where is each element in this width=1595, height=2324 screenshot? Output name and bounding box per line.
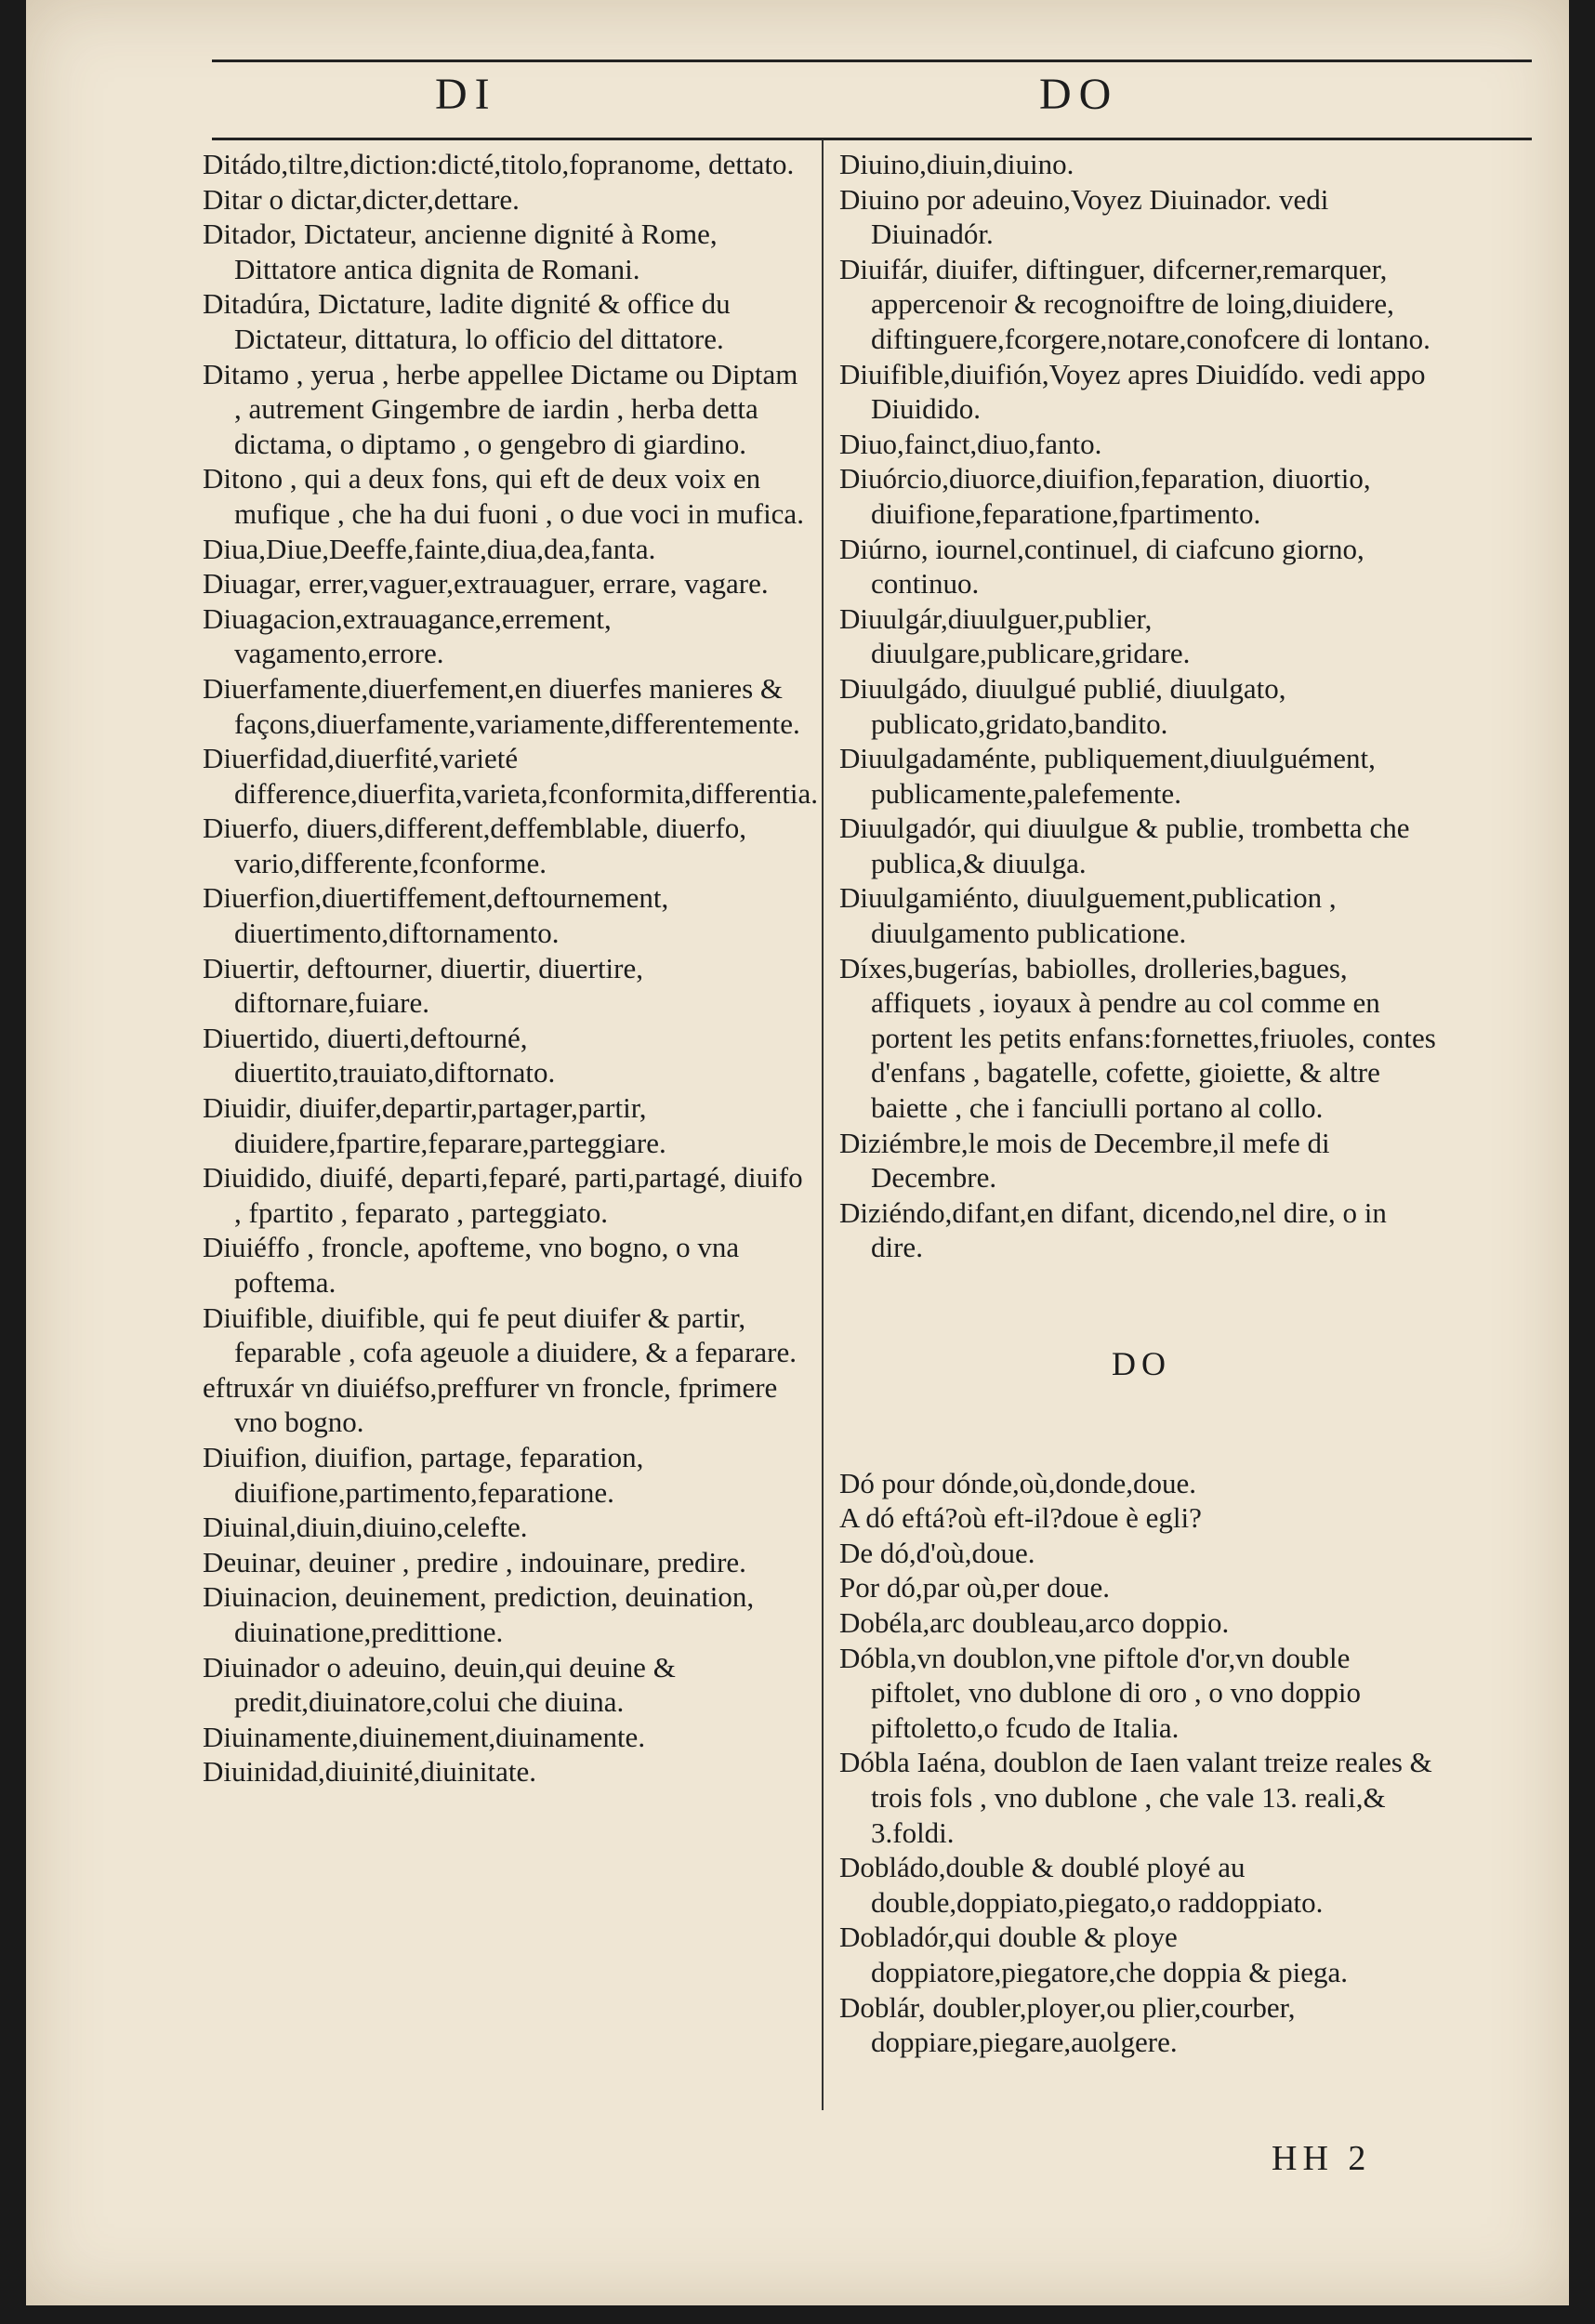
dictionary-entry: Diuulgadór, qui diuulgue & publie, trombetta che publica,& diuulga. — [839, 812, 1410, 879]
dictionary-entry: Diuifible,diuifión,Voyez apres Diuidído. vedi appo Diuidido. — [839, 357, 1426, 426]
dictionary-entry: Ditador, Dictateur, ancienne dignité à Rome, Dittatore antica dignita de Romani. — [203, 218, 718, 285]
dictionary-entry: Diuidir, diuifer,departir,partager,partir, diuidere,fpartire,feparare,parteggiare. — [203, 1091, 666, 1159]
dictionary-entry: Diuinamente,diuinement,diuinamente. — [203, 1720, 646, 1753]
dictionary-entry: eftruxár vn diuiéfso,preffurer vn froncle, fprimere vno bogno. — [203, 1370, 778, 1439]
dictionary-entry: Diuinacion, deuinement, prediction, deuination, diuinatione,predittione. — [203, 1580, 755, 1648]
running-head-left: DI — [435, 70, 497, 119]
do-entries — [839, 1466, 1443, 2060]
dictionary-entry: Dóbla Iaéna, doublon de Iaen valant treize reales & trois fols , vno dublone , che vale 13. reali,& 3.foldi. — [839, 1746, 1432, 1849]
dictionary-entry: Diuinador o adeuino, deuin,qui deuine & predit,diuinatore,colui che diuina. — [203, 1650, 676, 1719]
dictionary-entry: Dobladór,qui double & ploye doppiatore,piegatore,che doppia & piega. — [839, 1921, 1349, 1988]
dictionary-entry: A dó eftá?où eft-il?doue è egli? — [839, 1501, 1202, 1535]
dictionary-entry: Diuerfamente,diuerfement,en diuerfes manieres & façons,diuerfamente,variamente,differentemente. — [203, 671, 800, 740]
section-title-do: DO — [1112, 1345, 1171, 1382]
dictionary-entry: Diuerfion,diuertiffement,deftournement, diuertimento,diftornamento. — [203, 881, 669, 950]
di-entries-continued — [839, 147, 1443, 1265]
dictionary-entry: Diuerfo, diuers,different,deffemblable, diuerfo, vario,differente,fconforme. — [203, 812, 747, 879]
dictionary-entry: Diuifion, diuifion, partage, feparation, diuifione,partimento,feparatione. — [203, 1440, 644, 1509]
dictionary-entry: Por dó,par où,per doue. — [839, 1571, 1110, 1604]
dictionary-entry: Ditadúra, Dictature, ladite dignité & office du Dictateur, dittatura, lo officio del dittatore. — [203, 287, 731, 355]
dictionary-entry: Diua,Diue,Deeffe,fainte,diua,dea,fanta. — [203, 532, 656, 565]
dictionary-entry: Doblár, doubler,ployer,ou plier,courber, doppiare,piegare,auolgere. — [839, 1990, 1296, 2059]
dictionary-entry: Dobládo,double & doublé ployé au double,doppiato,piegato,o raddoppiato. — [839, 1851, 1324, 1919]
dictionary-entry: Diuidido, diuifé, departi,feparé, parti,partagé, diuifo , fpartito , feparato , parteggiato. — [203, 1161, 803, 1229]
dictionary-entry: Dó pour dónde,où,donde,doue. — [839, 1466, 1196, 1499]
running-head-right: DO — [1039, 70, 1119, 119]
dictionary-entry: Diuertido, diuerti,deftourné, diuertito,trauiato,diftornato. — [203, 1021, 556, 1089]
dictionary-entry: Diuulgádo, diuulgué publié, diuulgato, publicato,gridato,bandito. — [839, 671, 1286, 740]
dictionary-entry: Diuifár, diuifer, diftinguer, difcerner,remarquer, appercenoir & recognoiftre de loing,diuidere, diftinguere,fcorgere,notare,conofcere di lontano. — [839, 252, 1430, 355]
dictionary-entry: Dóbla,vn doublon,vne piftole d'or,vn double piftolet, vno dublone di oro , o vno doppio piftoletto,o fcudo de Italia. — [839, 1641, 1361, 1744]
dictionary-entry: Diuerfidad,diuerfité,varieté difference,diuerfita,varieta,fconformita,differentia. — [203, 742, 818, 810]
dictionary-page — [26, 0, 1569, 2305]
dictionary-entry: Diuulgadaménte, publiquement,diuulguément, publicamente,palefemente. — [839, 742, 1376, 810]
dictionary-entry: Diuulgár,diuulguer,publier, diuulgare,publicare,gridare. — [839, 601, 1191, 670]
dictionary-entry: Diuórcio,diuorce,diuifion,feparation, diuortio, diuifione,feparatione,fpartimento. — [839, 462, 1371, 530]
dictionary-entry: Ditádo,tiltre,diction:dicté,titolo,fopranome, dettato. — [203, 148, 795, 180]
dictionary-entry: Diuertir, deftourner, diuertir, diuertire, diftornare,fuiare. — [203, 951, 644, 1020]
signature-mark: HH 2 — [1272, 2139, 1372, 2178]
dictionary-entry: Diúrno, iournel,continuel, di ciafcuno giorno, continuo. — [839, 532, 1364, 601]
dictionary-entry: Diuino,diuin,diuino. — [839, 148, 1074, 180]
dictionary-entry: Diuino por adeuino,Voyez Diuinador. vedi Diuinadór. — [839, 182, 1329, 251]
top-rule — [212, 59, 1532, 62]
dictionary-entry: Dobéla,arc doubleau,arco doppio. — [839, 1605, 1230, 1639]
column-divider — [822, 139, 824, 2110]
dictionary-entry: Diuinidad,diuinité,diuinitate. — [203, 1755, 537, 1789]
header-rule — [212, 138, 1532, 140]
dictionary-entry: Diuiéffo , froncle, apofteme, vno bogno, o vna poftema. — [203, 1231, 740, 1299]
dictionary-entry: Diuo,fainct,diuo,fanto. — [839, 427, 1102, 460]
dictionary-entry: Diuinal,diuin,diuino,celefte. — [203, 1511, 528, 1544]
dictionary-entry: Ditamo , yerua , herbe appellee Dictame ou Diptam , autrement Gingembre de iardin , herba detta dictama, o diptamo , o gengebro di giardino. — [203, 357, 798, 460]
dictionary-entry: Diziéndo,difant,en difant, dicendo,nel dire, o in dire. — [839, 1195, 1387, 1264]
dictionary-entry: Diuagacion,extrauagance,errement, vagamento,errore. — [203, 601, 612, 670]
dictionary-entry: Diziémbre,le mois de Decembre,il mefe di Decembre. — [839, 1126, 1330, 1195]
left-column — [203, 147, 818, 1789]
right-column — [839, 147, 1443, 2060]
dictionary-entry: Diuifible, diuifible, qui fe peut diuifer & partir, feparable , cofa ageuole a diuidere, & a feparare. — [203, 1301, 797, 1369]
dictionary-entry: Diuagar, errer,vaguer,extrauaguer, errare, vagare. — [203, 567, 769, 601]
dictionary-entry: Diuulgamiénto, diuulguement,publication , diuulgamento publicatione. — [839, 881, 1337, 950]
dictionary-entry: Deuinar, deuiner , predire , indouinare, predire. — [203, 1545, 746, 1578]
dictionary-entry: De dó,d'où,doue. — [839, 1536, 1035, 1569]
dictionary-entry: Díxes,bugerías, babiolles, drolleries,bagues, affiquets , ioyaux à pendre au col comme en portent les petits enfans:fornettes,friuoles, contes d'enfans , bagatelle, cofette, gioiette, & altre baiette , che i fanciulli portano al collo. — [839, 951, 1436, 1125]
dictionary-entry: Ditono , qui a deux fons, qui eft de deux voix en mufique , che ha dui fuoni , o due voci in mufica. — [203, 462, 804, 530]
dictionary-entry: Ditar o dictar,dicter,dettare. — [203, 182, 520, 216]
